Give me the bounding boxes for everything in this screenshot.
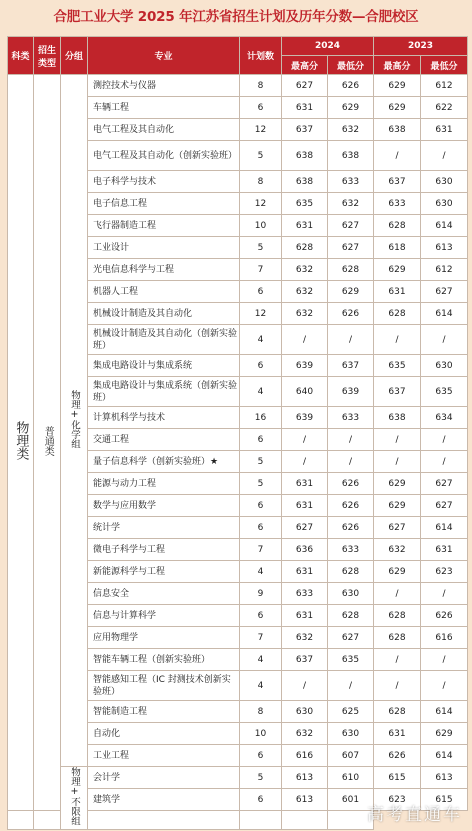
plan-cell: 6 [240, 517, 282, 539]
min-2023-cell: 626 [421, 605, 468, 627]
max-2023-cell: 628 [374, 303, 421, 325]
major-cell: 集成电路设计与集成系统 [88, 355, 240, 377]
major-cell: 电子信息工程 [88, 193, 240, 215]
major-cell: 信息与计算科学 [88, 605, 240, 627]
min-2024-cell: 627 [328, 215, 374, 237]
min-2024-cell: 633 [328, 539, 374, 561]
enroll-type-cell [34, 75, 61, 811]
max-2023-cell: 637 [374, 377, 421, 407]
group-cell [61, 75, 88, 767]
major-cell: 计算机科学与技术 [88, 407, 240, 429]
min-2023-cell [328, 811, 374, 830]
category-cell [8, 75, 34, 811]
header-major: 专业 [88, 37, 240, 75]
max-2024-cell: 631 [282, 97, 328, 119]
max-2024-cell: / [282, 325, 328, 355]
min-2023-cell: / [421, 325, 468, 355]
major-cell: 应用物理学 [88, 627, 240, 649]
max-2024-cell: 631 [282, 495, 328, 517]
admission-table [7, 36, 468, 830]
min-2023-cell: / [421, 649, 468, 671]
group-cell [61, 767, 88, 830]
plan-cell: 12 [240, 193, 282, 215]
max-2023-cell: / [374, 649, 421, 671]
min-2024-cell: 626 [328, 495, 374, 517]
min-2024-cell: 626 [328, 517, 374, 539]
max-2024-cell: 640 [282, 377, 328, 407]
min-2023-cell: / [421, 429, 468, 451]
plan-cell: 4 [240, 561, 282, 583]
min-2023-cell: 631 [421, 539, 468, 561]
min-2024-cell: 628 [328, 605, 374, 627]
header-min-2024: 最低分 [328, 56, 374, 75]
max-2024-cell: 639 [282, 355, 328, 377]
plan-cell: 4 [240, 649, 282, 671]
min-2023-cell: 623 [421, 561, 468, 583]
min-2024-cell: 601 [328, 789, 374, 811]
max-2024-cell: 638 [282, 141, 328, 171]
major-cell: 信息安全 [88, 583, 240, 605]
header-year-2024: 2024 [282, 37, 374, 56]
min-2023-cell: 630 [421, 171, 468, 193]
major-cell [8, 811, 34, 830]
major-cell: 车辆工程 [88, 97, 240, 119]
max-2023-cell: 629 [374, 495, 421, 517]
max-2023-cell: 629 [374, 97, 421, 119]
header-row-1 [8, 37, 468, 56]
plan-cell: 8 [240, 75, 282, 97]
max-2024-cell: 638 [282, 171, 328, 193]
header-year-2023: 2023 [374, 37, 468, 56]
major-cell: 机械设计制造及其自动化 [88, 303, 240, 325]
major-cell: 自动化 [88, 723, 240, 745]
max-2024-cell: 631 [282, 473, 328, 495]
max-2023-cell: 629 [374, 473, 421, 495]
max-2023-cell: / [374, 141, 421, 171]
min-2024-cell: 610 [328, 767, 374, 789]
max-2023-cell: 629 [374, 259, 421, 281]
max-2024-cell: 630 [282, 701, 328, 723]
plan-cell: 5 [240, 237, 282, 259]
major-cell: 机械设计制造及其自动化（创新实验班） [88, 325, 240, 355]
watermark: 高考直通车 [367, 805, 462, 825]
major-cell: 会计学 [88, 767, 240, 789]
min-2023-cell: 630 [421, 355, 468, 377]
max-2023-cell: / [374, 429, 421, 451]
min-2024-cell: 630 [328, 583, 374, 605]
plan-cell: 8 [240, 701, 282, 723]
max-2024-cell: 635 [282, 193, 328, 215]
plan-cell: 5 [240, 141, 282, 171]
header-category: 科类 [8, 37, 34, 75]
min-2024-cell: / [328, 451, 374, 473]
max-2023-cell: 627 [374, 517, 421, 539]
major-cell: 电气工程及其自动化 [88, 119, 240, 141]
min-2023-cell: 635 [421, 377, 468, 407]
max-2024-cell: 633 [282, 583, 328, 605]
max-2023-cell: 632 [374, 539, 421, 561]
max-2024-cell: 632 [282, 259, 328, 281]
header-plan: 计划数 [240, 37, 282, 75]
major-cell: 智能感知工程（IC 封测技术创新实验班） [88, 671, 240, 701]
min-2023-cell: / [421, 671, 468, 701]
min-2024-cell: 632 [328, 119, 374, 141]
max-2024-cell: 627 [282, 75, 328, 97]
plan-cell [34, 811, 61, 830]
plan-cell: 7 [240, 259, 282, 281]
min-2024-cell: 626 [328, 473, 374, 495]
plan-cell: 5 [240, 473, 282, 495]
plan-cell: 5 [240, 767, 282, 789]
min-2024-cell [240, 811, 282, 830]
plan-cell: 6 [240, 745, 282, 767]
max-2024-cell: 613 [282, 789, 328, 811]
min-2023-cell: 612 [421, 75, 468, 97]
max-2023-cell: / [374, 325, 421, 355]
major-cell: 新能源科学与工程 [88, 561, 240, 583]
enroll-type-label: 普通类 [42, 426, 54, 456]
min-2023-cell: 614 [421, 701, 468, 723]
max-2023-cell: / [374, 451, 421, 473]
max-2023-cell: 629 [374, 75, 421, 97]
min-2023-cell: 622 [421, 97, 468, 119]
max-2024-cell: 631 [282, 561, 328, 583]
max-2024-cell: / [282, 429, 328, 451]
major-cell: 建筑学 [88, 789, 240, 811]
plan-cell: 7 [240, 539, 282, 561]
major-cell: 能源与动力工程 [88, 473, 240, 495]
plan-cell: 6 [240, 355, 282, 377]
header-min-2023: 最低分 [421, 56, 468, 75]
header-max-2024: 最高分 [282, 56, 328, 75]
major-cell: 量子信息科学（创新实验班）★ [88, 451, 240, 473]
category-label: 物理类 [13, 421, 29, 460]
major-cell: 集成电路设计与集成系统（创新实验班） [88, 377, 240, 407]
max-2023-cell: 615 [374, 767, 421, 789]
min-2023-cell: / [421, 451, 468, 473]
min-2023-cell: 634 [421, 407, 468, 429]
min-2024-cell: 628 [328, 259, 374, 281]
plan-cell: 12 [240, 119, 282, 141]
min-2023-cell: / [421, 141, 468, 171]
max-2023-cell: 618 [374, 237, 421, 259]
min-2024-cell: 626 [328, 303, 374, 325]
header-enroll-type: 招生类型 [34, 37, 61, 75]
plan-cell: 6 [240, 281, 282, 303]
group-label: 物理+化学组 [68, 389, 80, 449]
page-title: 合肥工业大学 2025 年江苏省招生计划及历年分数—合肥校区 [53, 9, 419, 25]
min-2024-cell: 629 [328, 281, 374, 303]
table-body [8, 75, 468, 830]
max-2024-cell: 639 [282, 407, 328, 429]
min-2023-cell: 630 [421, 193, 468, 215]
min-2023-cell: 631 [421, 119, 468, 141]
plan-cell: 12 [240, 303, 282, 325]
plan-cell: 10 [240, 723, 282, 745]
plan-cell: 6 [240, 495, 282, 517]
min-2024-cell: 607 [328, 745, 374, 767]
major-cell: 光电信息科学与工程 [88, 259, 240, 281]
max-2023-cell: 638 [374, 407, 421, 429]
min-2023-cell: / [421, 583, 468, 605]
max-2023-cell: 628 [374, 215, 421, 237]
major-cell: 工业设计 [88, 237, 240, 259]
max-2023-cell: 628 [374, 701, 421, 723]
max-2024-cell: 637 [282, 119, 328, 141]
plan-cell: 6 [240, 789, 282, 811]
max-2024-cell: 627 [282, 517, 328, 539]
max-2023-cell [282, 811, 328, 830]
major-cell: 电子科学与技术 [88, 171, 240, 193]
major-cell: 机器人工程 [88, 281, 240, 303]
major-cell: 智能车辆工程（创新实验班） [88, 649, 240, 671]
max-2023-cell: 631 [374, 281, 421, 303]
min-2023-cell: 614 [421, 303, 468, 325]
min-2023-cell: 627 [421, 473, 468, 495]
plan-cell: 4 [240, 671, 282, 701]
min-2024-cell: 637 [328, 355, 374, 377]
min-2024-cell: 629 [328, 97, 374, 119]
min-2023-cell: 629 [421, 723, 468, 745]
min-2024-cell: 633 [328, 171, 374, 193]
min-2023-cell: 627 [421, 281, 468, 303]
major-cell: 交通工程 [88, 429, 240, 451]
min-2024-cell: 628 [328, 561, 374, 583]
min-2023-cell: 613 [421, 237, 468, 259]
plan-cell: 7 [240, 627, 282, 649]
major-cell: 工业工程 [88, 745, 240, 767]
major-cell: 智能制造工程 [88, 701, 240, 723]
max-2024-cell: / [282, 671, 328, 701]
max-2024-cell: 613 [282, 767, 328, 789]
max-2024-cell: 632 [282, 723, 328, 745]
plan-cell: 10 [240, 215, 282, 237]
max-2024-cell: 637 [282, 649, 328, 671]
max-2024-cell [88, 811, 240, 830]
max-2024-cell: 628 [282, 237, 328, 259]
min-2024-cell: 633 [328, 407, 374, 429]
plan-cell: 4 [240, 377, 282, 407]
plan-cell: 8 [240, 171, 282, 193]
major-cell: 统计学 [88, 517, 240, 539]
max-2024-cell: 632 [282, 281, 328, 303]
min-2023-cell: 614 [421, 517, 468, 539]
plan-cell: 4 [240, 325, 282, 355]
group-label: 物理+不限组 [68, 767, 80, 826]
min-2024-cell: / [328, 429, 374, 451]
header-group: 分组 [61, 37, 88, 75]
max-2023-cell: 628 [374, 605, 421, 627]
max-2023-cell: 628 [374, 627, 421, 649]
min-2024-cell: 627 [328, 237, 374, 259]
major-cell: 飞行器制造工程 [88, 215, 240, 237]
max-2023-cell: 631 [374, 723, 421, 745]
max-2023-cell: 637 [374, 171, 421, 193]
plan-cell: 6 [240, 429, 282, 451]
min-2024-cell: 626 [328, 75, 374, 97]
max-2024-cell: 631 [282, 605, 328, 627]
max-2024-cell: 632 [282, 303, 328, 325]
max-2024-cell: 631 [282, 215, 328, 237]
max-2024-cell: 632 [282, 627, 328, 649]
min-2023-cell: 627 [421, 495, 468, 517]
min-2024-cell: 630 [328, 723, 374, 745]
min-2024-cell: / [328, 325, 374, 355]
plan-cell: 16 [240, 407, 282, 429]
min-2023-cell: 613 [421, 767, 468, 789]
min-2023-cell: 614 [421, 745, 468, 767]
min-2023-cell: 612 [421, 259, 468, 281]
plan-cell: 6 [240, 605, 282, 627]
max-2024-cell: / [282, 451, 328, 473]
max-2023-cell: / [374, 671, 421, 701]
max-2024-cell: 616 [282, 745, 328, 767]
table-row [8, 75, 468, 97]
max-2023-cell: 635 [374, 355, 421, 377]
min-2023-cell: 614 [421, 215, 468, 237]
major-cell: 微电子科学与工程 [88, 539, 240, 561]
min-2023-cell: 616 [421, 627, 468, 649]
plan-cell: 5 [240, 451, 282, 473]
major-cell: 测控技术与仪器 [88, 75, 240, 97]
max-2023-cell: 623 [374, 789, 421, 811]
max-2023-cell: / [374, 583, 421, 605]
max-2023-cell: 626 [374, 745, 421, 767]
max-2023-cell: 629 [374, 561, 421, 583]
min-2024-cell: 627 [328, 627, 374, 649]
plan-cell: 6 [240, 97, 282, 119]
header-max-2023: 最高分 [374, 56, 421, 75]
min-2024-cell: 639 [328, 377, 374, 407]
max-2024-cell: 636 [282, 539, 328, 561]
min-2023-cell: 615 [421, 789, 468, 811]
major-cell: 电气工程及其自动化（创新实验班） [88, 141, 240, 171]
plan-cell: 9 [240, 583, 282, 605]
major-cell: 数学与应用数学 [88, 495, 240, 517]
min-2024-cell: 635 [328, 649, 374, 671]
min-2024-cell: 625 [328, 701, 374, 723]
table-row [8, 767, 468, 789]
min-2024-cell: / [328, 671, 374, 701]
max-2023-cell: 633 [374, 193, 421, 215]
max-2023-cell: 638 [374, 119, 421, 141]
min-2024-cell: 638 [328, 141, 374, 171]
min-2024-cell: 632 [328, 193, 374, 215]
